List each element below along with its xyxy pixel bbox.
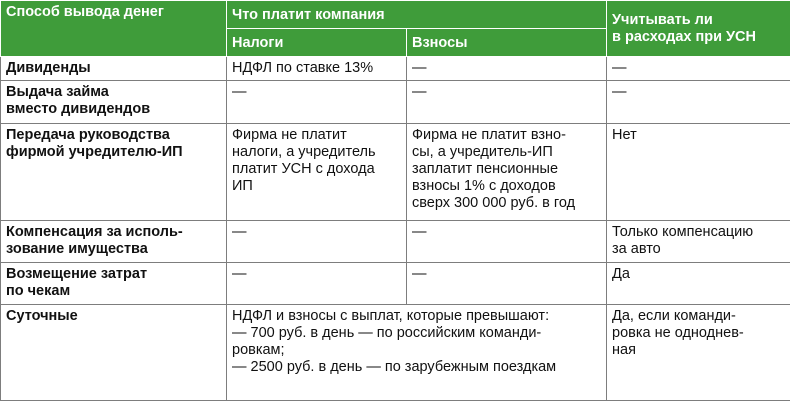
taxes-cell: НДФЛ по ставке 13% <box>227 57 407 81</box>
method-cell: Компенсация за исполь- зование имущества <box>1 221 227 263</box>
table-row <box>1 81 790 124</box>
usn-cell: Только компенсацию за авто <box>607 221 790 263</box>
method-cell: Передача руководства фирмой учредителю-ИП <box>1 124 227 221</box>
table-row <box>1 263 790 305</box>
taxes-cell: — <box>227 221 407 263</box>
usn-cell: Да, если команди- ровка не одноднев- ная <box>607 305 790 401</box>
usn-cell: Да <box>607 263 790 305</box>
table-row <box>1 305 790 401</box>
table-row <box>1 57 790 81</box>
taxes-cell: — <box>227 81 407 124</box>
header-usn: Учитывать ли в расходах при УСН <box>607 1 790 57</box>
usn-cell: — <box>607 81 790 124</box>
table-row <box>1 124 790 221</box>
usn-cell: — <box>607 57 790 81</box>
header-row <box>1 1 790 29</box>
table-row <box>1 221 790 263</box>
header-taxes: Налоги <box>227 29 407 57</box>
method-cell: Дивиденды <box>1 57 227 81</box>
contributions-cell: — <box>407 221 607 263</box>
contributions-cell: — <box>407 57 607 81</box>
header-company-pays: Что платит компания <box>227 1 607 29</box>
taxes-cell: Фирма не платит налоги, а учредитель платит УСН с дохода ИП <box>227 124 407 221</box>
method-cell: Возмещение затрат по чекам <box>1 263 227 305</box>
header-method: Способ вывода денег <box>1 1 227 57</box>
header-contributions: Взносы <box>407 29 607 57</box>
contributions-cell: Фирма не платит взно- сы, а учредитель-ИП заплатит пенсионные взносы 1% с доходов сверх 300 000 руб. в год <box>407 124 607 221</box>
method-cell: Суточные <box>1 305 227 401</box>
contributions-cell: — <box>407 81 607 124</box>
method-cell: Выдача займа вместо дивидендов <box>1 81 227 124</box>
contributions-cell: — <box>407 263 607 305</box>
usn-cell: Нет <box>607 124 790 221</box>
taxes-contributions-cell: НДФЛ и взносы с выплат, которые превышают: — 700 руб. в день — по российским команди- ровкам; — 2500 руб. в день — по зарубежным поездкам <box>227 305 607 401</box>
taxes-cell: — <box>227 263 407 305</box>
